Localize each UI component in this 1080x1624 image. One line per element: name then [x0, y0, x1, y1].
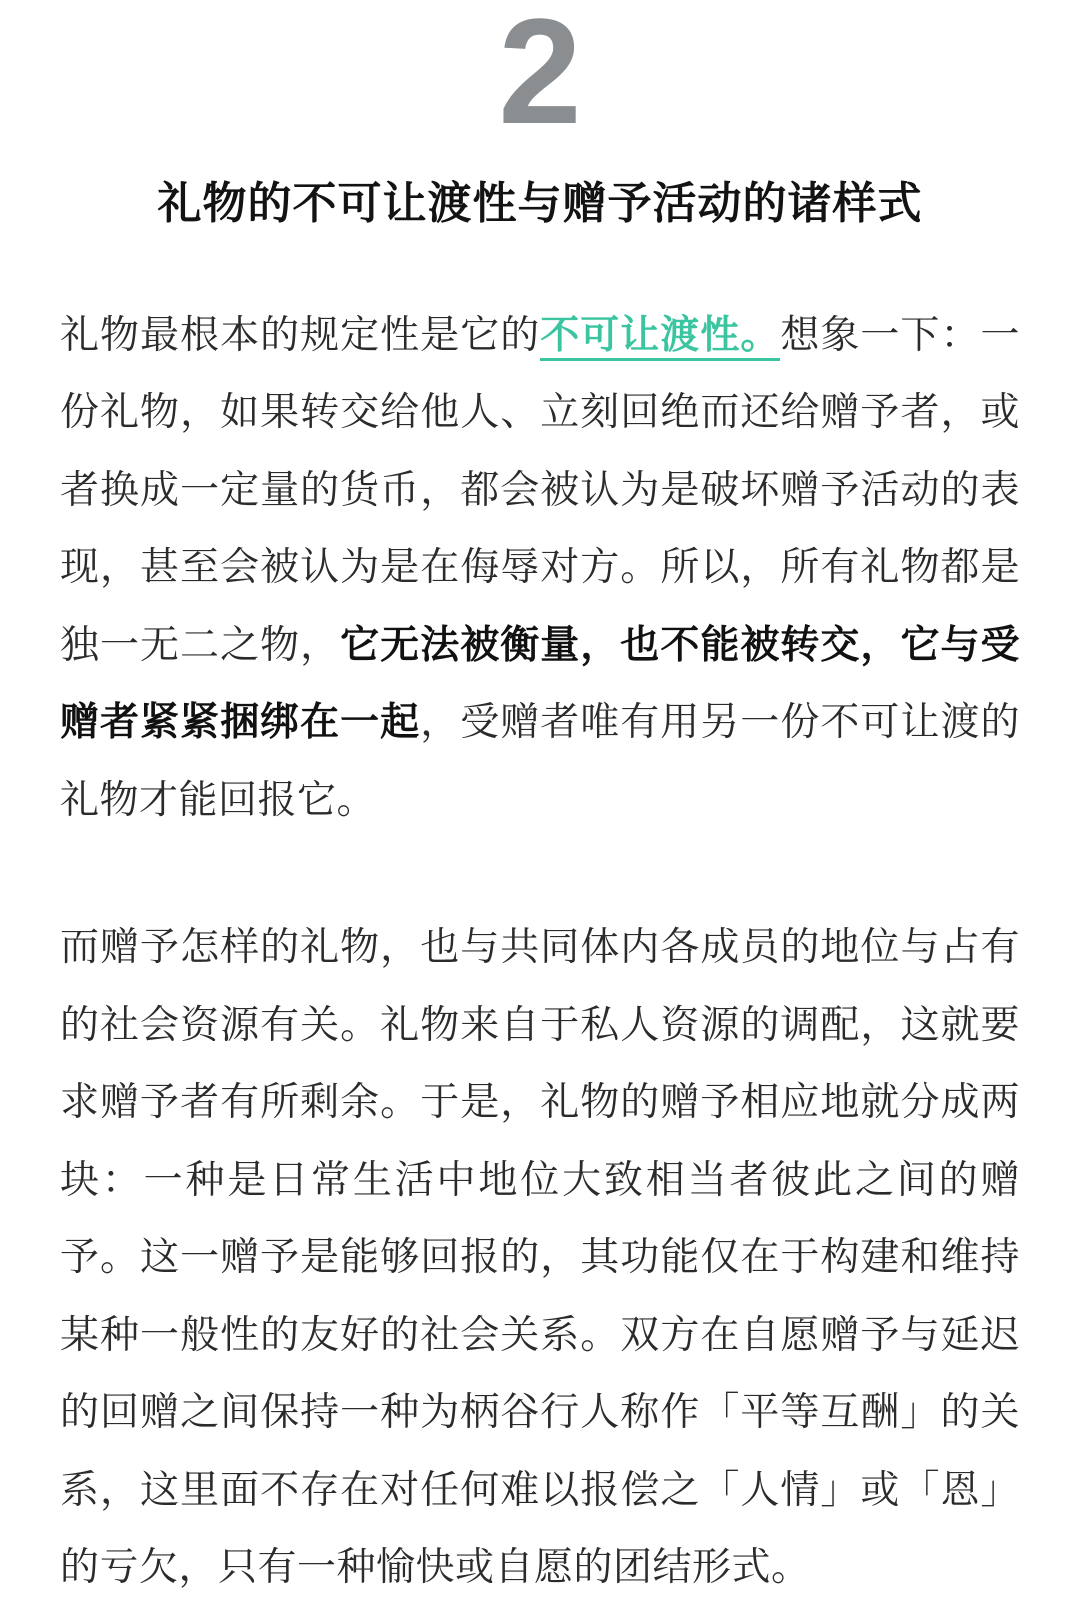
highlighted-text: 不可让渡性。 [540, 314, 780, 361]
chapter-number: 2 [498, 0, 582, 155]
paragraph [60, 297, 1020, 840]
body-text: ，受赠者唯有用另一份不可让渡的礼物才能回报它。 [60, 701, 1020, 822]
paragraph [60, 909, 1020, 1607]
bold-text: 它无法被衡量，也不能被转交，它与受赠者紧紧捆绑在一起 [60, 623, 1020, 745]
body-text: 礼物最根本的规定性是它的 [60, 313, 541, 357]
article-body [0, 297, 1080, 1607]
body-text: 而赠予怎样的礼物，也与共同体内各成员的地位与占有的社会资源有关。礼物来自于私人资源的调配，这就要求赠予者有所剩余。于是，礼物的赠予相应地就分成两块：一种是日常生活中地位大致相当者彼此之间的赠予。这一赠予是能够回报的，其功能仅在于构建和维持某种一般性的友好的社会关系。双方在自愿赠予与延迟的回赠之间保持一种为柄谷行人称作「平等互酬」的关系，这里面不存在对任何难以报偿之「人情」或「恩」的亏欠，只有一种愉快或自愿的团结形式。 [60, 926, 1020, 1590]
page-title: 礼物的不可让渡性与赠予活动的诸样式 [157, 179, 923, 228]
body-text: 想象一下：一份礼物，如果转交给他人、立刻回绝而还给赠予者，或者换成一定量的货币，都会被认为是破坏赠予活动的表现，甚至会被认为是在侮辱对方。所以，所有礼物都是独一无二之物， [60, 313, 1020, 667]
